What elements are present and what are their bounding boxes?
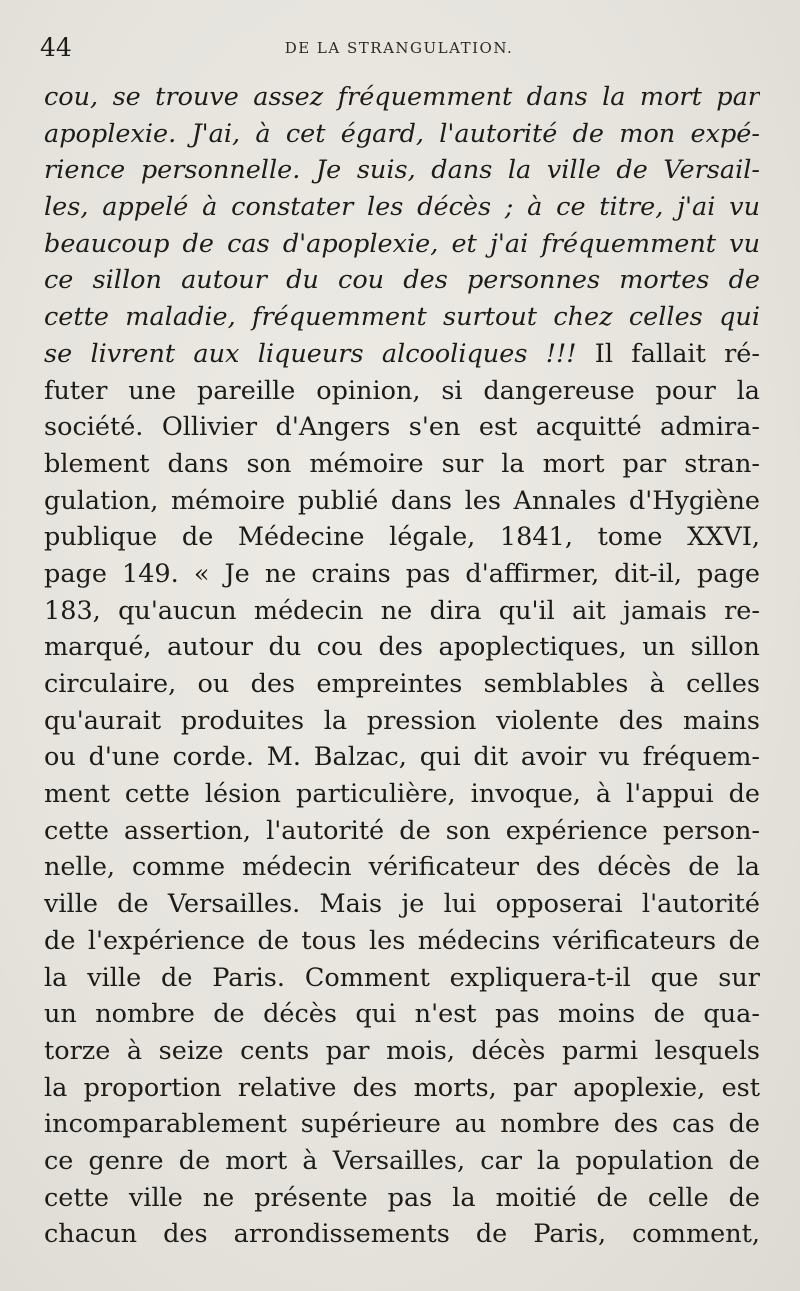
text-line: ville de Versailles. Mais je lui opposerai l'autorité <box>44 889 760 920</box>
text-line: société. Ollivier d'Angers s'en est acquitté admira- <box>44 412 760 443</box>
page-number: 44 <box>40 33 72 62</box>
text-line: cette ville ne présente pas la moitié de celle de <box>44 1182 760 1213</box>
italic-segment: se livrent aux liqueurs alcooliques !!! <box>44 338 577 369</box>
text-line: blement dans son mémoire sur la mort par stran- <box>44 448 760 479</box>
text-line: ce genre de mort à Versailles, car la population de <box>44 1145 760 1176</box>
text-line: circulaire, ou des empreintes semblables à celles <box>44 669 760 699</box>
text-line: cette assertion, l'autorité de son expérience person- <box>44 815 760 846</box>
text-line: ment cette lésion particulière, invoque, à l'appui de <box>44 779 760 810</box>
text-line: torze à seize cents par mois, décès parmi lesquels <box>44 1035 760 1066</box>
text-line: chacun des arrondissements de Paris, comment, <box>44 1219 760 1250</box>
text-line: ce sillon autour du cou des personnes mortes de <box>44 265 760 296</box>
text-line: un nombre de décès qui n'est pas moins de qua- <box>44 999 760 1030</box>
text-line: les, appelé à constater les décès ; à ce titre, j'ai vu <box>44 192 760 223</box>
text-line: de l'expérience de tous les médecins vérificateurs de <box>44 925 760 956</box>
text-line: nelle, comme médecin vérificateur des décès de la <box>44 852 760 883</box>
text-line: futer une pareille opinion, si dangereuse pour la <box>44 375 760 406</box>
text-line: beaucoup de cas d'apoplexie, et j'ai fréquemment vu <box>44 228 760 259</box>
text-line: la ville de Paris. Comment expliquera-t-il que sur <box>44 962 760 993</box>
text-line: cou, se trouve assez fréquemment dans la mort par <box>44 82 760 112</box>
text-line: 183, qu'aucun médecin ne dira qu'il ait jamais re- <box>44 595 760 626</box>
text-line: publique de Médecine légale, 1841, tome XXVI, <box>44 522 760 553</box>
text-line: gulation, mémoire publié dans les Annales d'Hygiène <box>44 485 760 516</box>
text-line: rience personnelle. Je suis, dans la ville de Versail- <box>44 155 760 186</box>
page-header <box>38 28 760 68</box>
text-line: cette maladie, fréquemment surtout chez celles qui <box>44 302 760 333</box>
text-line: apoplexie. J'ai, à cet égard, l'autorité de mon expé- <box>44 118 760 149</box>
body-text <box>44 79 760 1253</box>
running-title: DE LA STRANGULATION. <box>284 39 514 57</box>
text-line: incomparablement supérieure au nombre des cas de <box>44 1109 760 1140</box>
text-line: qu'aurait produites la pression violente des mains <box>44 705 760 736</box>
text-line: page 149. « Je ne crains pas d'affirmer, dit-il, page <box>44 558 760 589</box>
text-line-mixed <box>44 336 760 373</box>
text-line: ou d'une corde. M. Balzac, qui dit avoir vu fréquem- <box>44 742 760 773</box>
text-line: la proportion relative des morts, par apoplexie, est <box>44 1072 760 1103</box>
text-line: marqué, autour du cou des apoplectiques, un sillon <box>44 632 760 663</box>
roman-segment: Il fallait ré- <box>594 338 760 369</box>
